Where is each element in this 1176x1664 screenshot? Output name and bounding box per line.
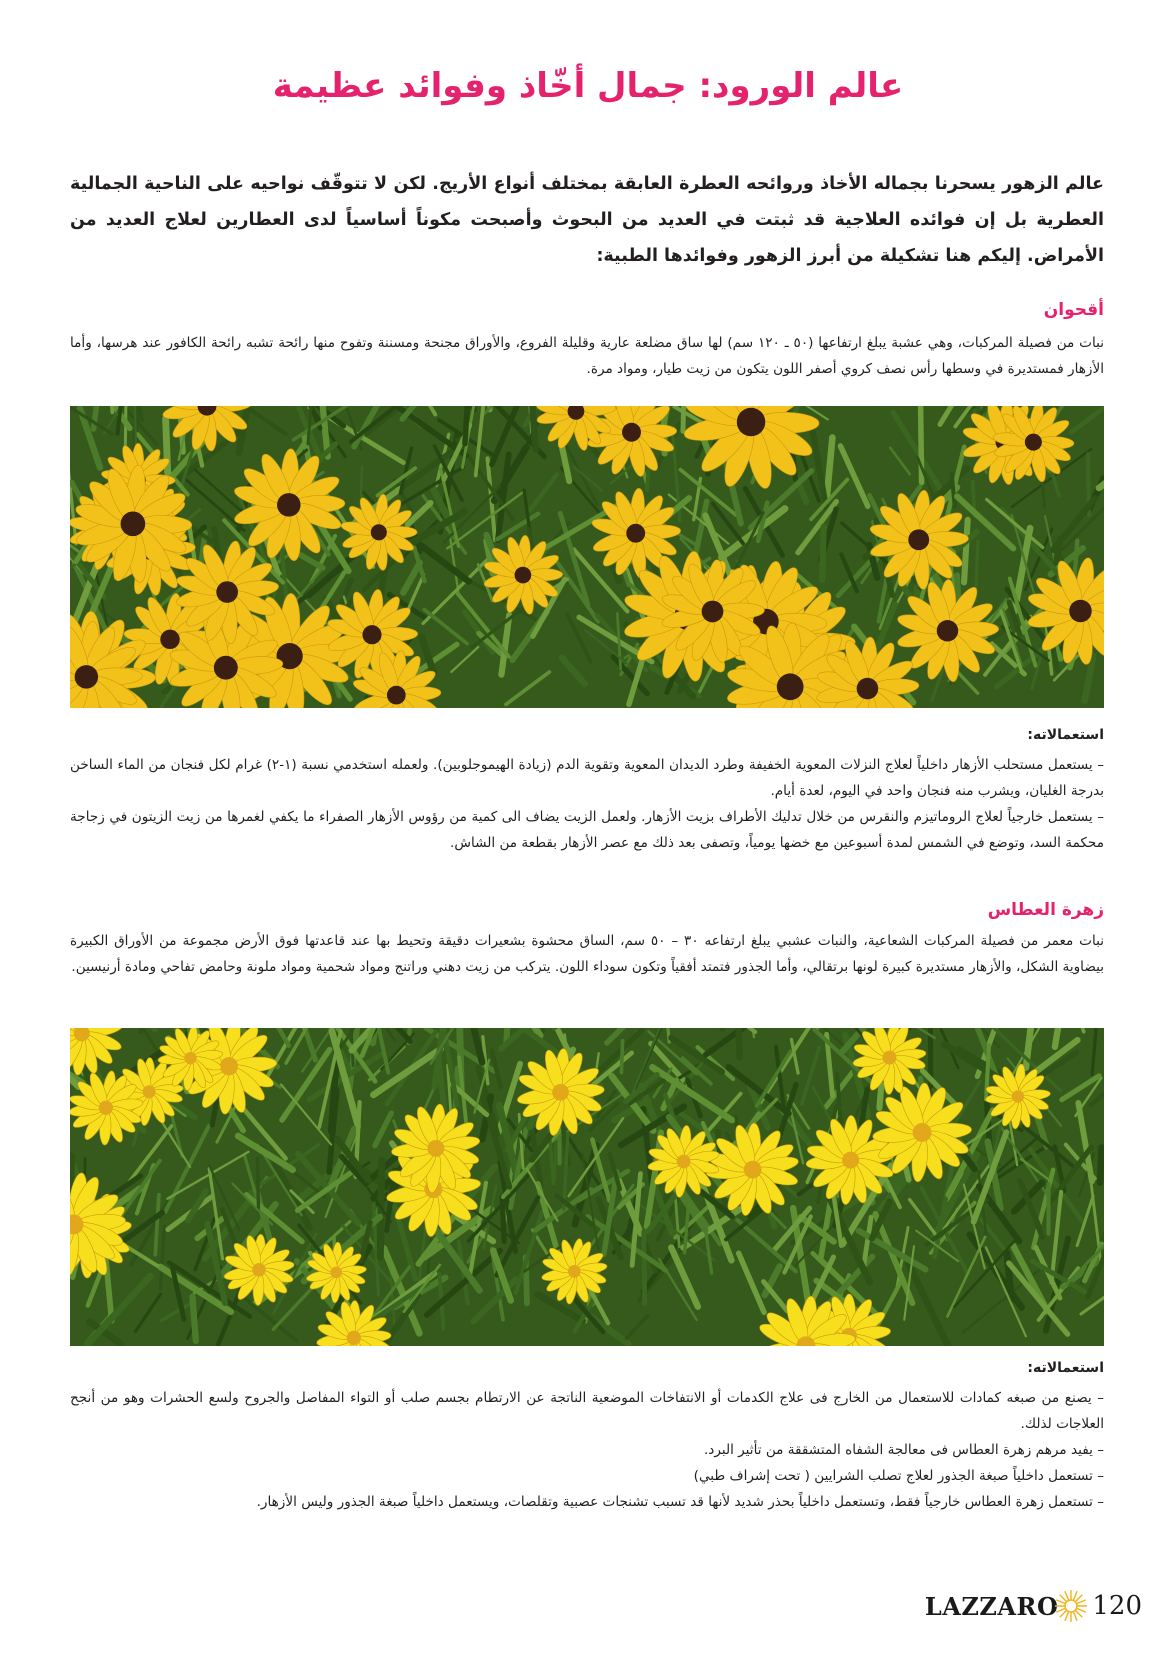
- page-title: عالم الورود: جمال أخّاذ وفوائد عظيمة: [272, 66, 904, 106]
- uses-list-sneezewort: [70, 1385, 1104, 1515]
- sneezewort-photo: [70, 1028, 1104, 1346]
- uses-list-chrysanthemum: [70, 752, 1104, 856]
- uses-heading-chrysanthemum: استعمالاته:: [1027, 727, 1104, 743]
- list-item: – تستعمل داخلياً صبغة الجذور لعلاج تصلب الشرايين ( تحت إشراف طبي): [693, 1468, 1104, 1484]
- uses-heading-sneezewort: استعمالاته:: [1027, 1360, 1104, 1376]
- list-item: – يستعمل مستحلب الأزهار داخلياً لعلاج النزلات المعوية الخفيفة وطرد الديدان المعوية وتقوية الدم (زيادة الهيموجلوبين). ولعمله استخدمي نسبة (١-٢) غرام لكل فنجان من الماء الساخن بدرجة الغليان، ويشرب منه فنجان واحد في اليوم، لعدة أيام.: [70, 757, 1104, 799]
- list-item: – يستعمل خارجياً لعلاج الروماتيزم والنقرس من خلال تدليك الأطراف بزيت الأزهار. ولعمل الزيت يضاف الى كمية من رؤوس الأزهار الصفراء ما يكفي لغمرها من زيت الزيتون في زجاجة محكمة السد، وتوضع في الشمس لمدة أسبوعين مع خضها يومياً، وتصفى بعد ذلك مع عصر الأزهار بقطعة من الشاش.: [70, 809, 1104, 851]
- section-heading-chrysanthemum: أقحوان: [1043, 300, 1104, 320]
- intro-paragraph: عالم الزهور يسحرنا بجماله الأخاذ وروائحه العطرة العابقة بمختلف أنواع الأريج. لكن لا تتوقّف نواحيه على الناحية الجمالية العطرية بل إن فوائده العلاجية قد ثبتت في العديد من البحوث وأصبحت مكوناً أساسياً لدى العطارين لعلاج العديد من الأمراض. إليكم هنا تشكيلة من أبرز الزهور وفوائدها الطبية:: [70, 174, 1104, 266]
- section-description-sneezewort: نبات معمر من فصيلة المركبات الشعاعية، والنبات عشبي يبلغ ارتفاعه ٣٠ – ٥٠ سم، الساق محشوة بشعيرات دقيقة وتحيط بها عند قاعدتها فوق الأرض مجموعة من الأوراق الكبيرة بيضاوية الشكل، والأزهار مستديرة كبيرة لونها برتقالي، وأما الجذور فتمتد أفقياً وتكون سوداء اللون. يتركب من زيت دهني وراتنج ومواد شحمية ومواد ملونة وحامض تفاحي ومادة أرنيسين.: [70, 933, 1104, 975]
- section-heading-sneezewort: زهرة العطاس: [987, 900, 1104, 920]
- list-item: – يفيد مرهم زهرة العطاس فى معالجة الشفاه المتشققة من تأثير البرد.: [703, 1442, 1104, 1458]
- page-number: 120: [1092, 1591, 1142, 1621]
- list-item: – يصنع من صبغه كمادات للاستعمال من الخارج فى علاج الكدمات أو الانتفاخات الموضعية الناتجة عن الارتطام بجسم صلب أو التواء المفاصل والجروح ولسع الحشرات وهو من أنجح العلاجات لذلك.: [70, 1390, 1104, 1432]
- page-footer: [925, 1586, 1142, 1626]
- sun-logo-icon: [1054, 1589, 1088, 1623]
- chrysanthemum-photo: [70, 406, 1104, 708]
- section-description-chrysanthemum: نبات من فصيلة المركبات، وهي عشبة يبلغ ارتفاعها (٥٠ ـ ١٢٠ سم) لها ساق مضلعة عارية وقليلة الفروع، والأوراق مجنحة ومسننة وتفوح منها رائحة تشبه رائحة الكافور عند هرسها، وأما الأزهار فمستديرة في وسطها رأس نصف كروي أصفر اللون يتكون من زيت طيار، ومواد مرة.: [70, 335, 1105, 377]
- brand-logo-text: LAZZARO: [924, 1591, 1059, 1621]
- list-item: – تستعمل زهرة العطاس خارجياً فقط، وتستعمل داخلياً بحذر شديد لأنها قد تسبب تشنجات عصبية وتقلصات، ويستعمل داخلياً صبغة الجذور وليس الأزهار.: [256, 1494, 1104, 1510]
